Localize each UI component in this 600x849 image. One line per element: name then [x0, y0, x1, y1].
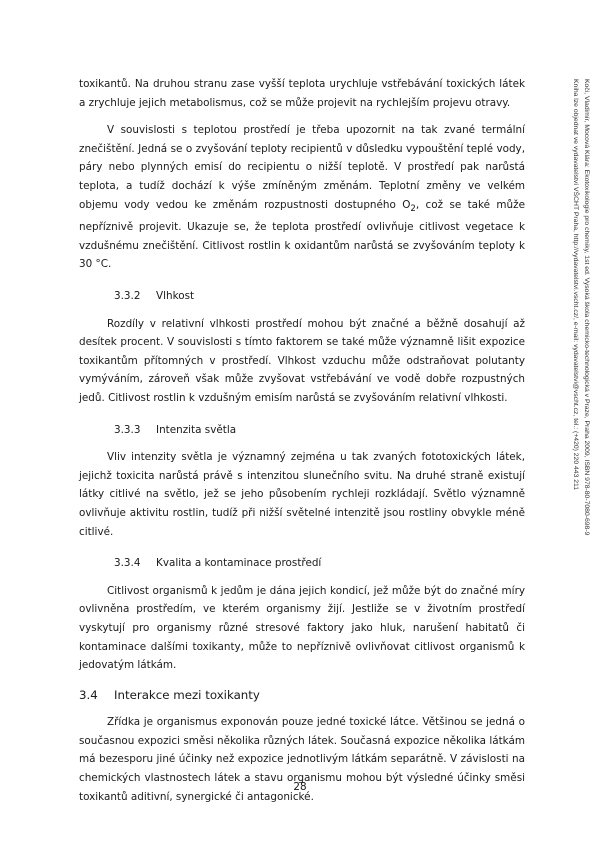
section-title: Vlhkost: [156, 290, 195, 303]
section-heading-3-4: [79, 686, 525, 705]
paragraph-light-intensity: Vliv intenzity světla je významný zejména u tak zvaných fototoxických látek, jejichž toxicita narůstá právě s intenzitou slunečního svitu. Na druhé straně existují látky citlivé na světlo, jež se jeho působením rychleji rozkládají. Světlo významně ovlivňuje aktivitu rostlin, tudíž při nižší světelné intenzitě jsou rostliny obvykle méně citlivé.: [79, 451, 525, 538]
section-title: Intenzita světla: [156, 423, 237, 436]
section-number: 3.3.2: [114, 290, 141, 303]
paragraph-humidity: Rozdíly v relativní vlhkosti prostředí mohou být značné a běžně dosahují až desítek procent. V souvislosti s tímto faktorem se také může významně lišit expozice toxikantům přítomných v prostředí. Vlhkost vzduchu může odstraňovat polutanty vymýváním, zároveň však může zvyšovat vstřebávání ve vodě dobře rozpustných jedů. Citlivost rostlin k vzdušným emisím narůstá se zvyšováním relativní vlhkosti.: [79, 317, 525, 404]
paragraph-temperature-effects: toxikantů. Na druhou stranu zase vyšší teplota urychluje vstřebávání toxických látek a zrychluje jejich metabolismus, což se může projevit na rychlejším projevu otravy.: [79, 78, 525, 109]
section-heading-3-3-4: [114, 554, 525, 573]
paragraph-environment-quality: Citlivost organismů k jedům je dána jejich kondicí, jež může být do značné míry ovlivněna prostředím, ve kterém organismy žijí. Jestliže se v životním prostředí vyskytují pro organismy různé stresové faktory jako hluk, narušení habitatů či kontaminace dalšími toxikanty, může to nepříznivě ovlivňovat citlivost organismů k jedovatým látkám.: [79, 584, 525, 672]
paragraph-text: V souvislosti s teplotou prostředí je třeba upozornit na tak zvané termální znečištění. Jedná se o zvyšování teploty recipientů v důsledku vypouštění teplé vody, páry nebo plynných emisí do recipientu o nižší teplotě. V prostředí pak narůstá teplota, a tudíž dochází k výše zmíněným změnám. Teplotní změny ve velkém objemu vody vedou ke změnám rozpustnosti dostupného O: [79, 124, 525, 211]
section-title: Kvalita a kontaminace prostředí: [156, 557, 322, 570]
section-number: 3.3.3: [114, 423, 141, 436]
paragraph-text: , což se také může nepříznivě projevit. Ukazuje se, že teplota prostředí ovlivňuje citlivost vegetace k vzdušnému znečištění. Citlivost rostlin k oxidantům narůstá se zvyšováním teploty k 30 °C.: [79, 198, 525, 271]
section-number: 3.3.4: [114, 557, 141, 570]
paragraph-thermal-pollution: [79, 121, 525, 274]
page-number: 28: [293, 781, 307, 793]
publisher-note-line-1: Koči, Vladimír, Mocová Klára: Ekotoxikologie pro chemiky, 1st ed. Vysoká škola chemicko-technologická v Praze, Praha 2009, ISBN 978-80-7080-698-9: [583, 79, 590, 536]
page-content: [79, 75, 525, 815]
section-heading-3-3-3: [114, 421, 525, 440]
paragraph-toxicant-interactions: Zřídka je organismus exponován pouze jedné toxické látce. Většinou se jedná o současnou expozici směsi několika různých látek. Současná expozice několika látkám má bezesporu jiné účinky než expozice jednotlivým látkám separátně. V závislosti na chemických vlastnostech látek a stavu organismu mohou být výsledné účinky směsi toxikantů aditivní, synergické či antagonické.: [79, 716, 525, 803]
section-number: 3.4: [79, 687, 98, 702]
section-title: Interakce mezi toxikanty: [114, 687, 260, 702]
section-heading-3-3-2: [114, 287, 525, 306]
publisher-note-line-2: Kniha lze objednat ve vydavatelství VŠCHT Praha, http://vydavatelstvi.vscht.cz/, e-mail: vydavatelstvi@vscht.cz, tel.: (+420) 220 443 211: [572, 79, 580, 491]
publisher-note: [570, 79, 591, 535]
oxygen-subscript: 2: [410, 203, 416, 214]
